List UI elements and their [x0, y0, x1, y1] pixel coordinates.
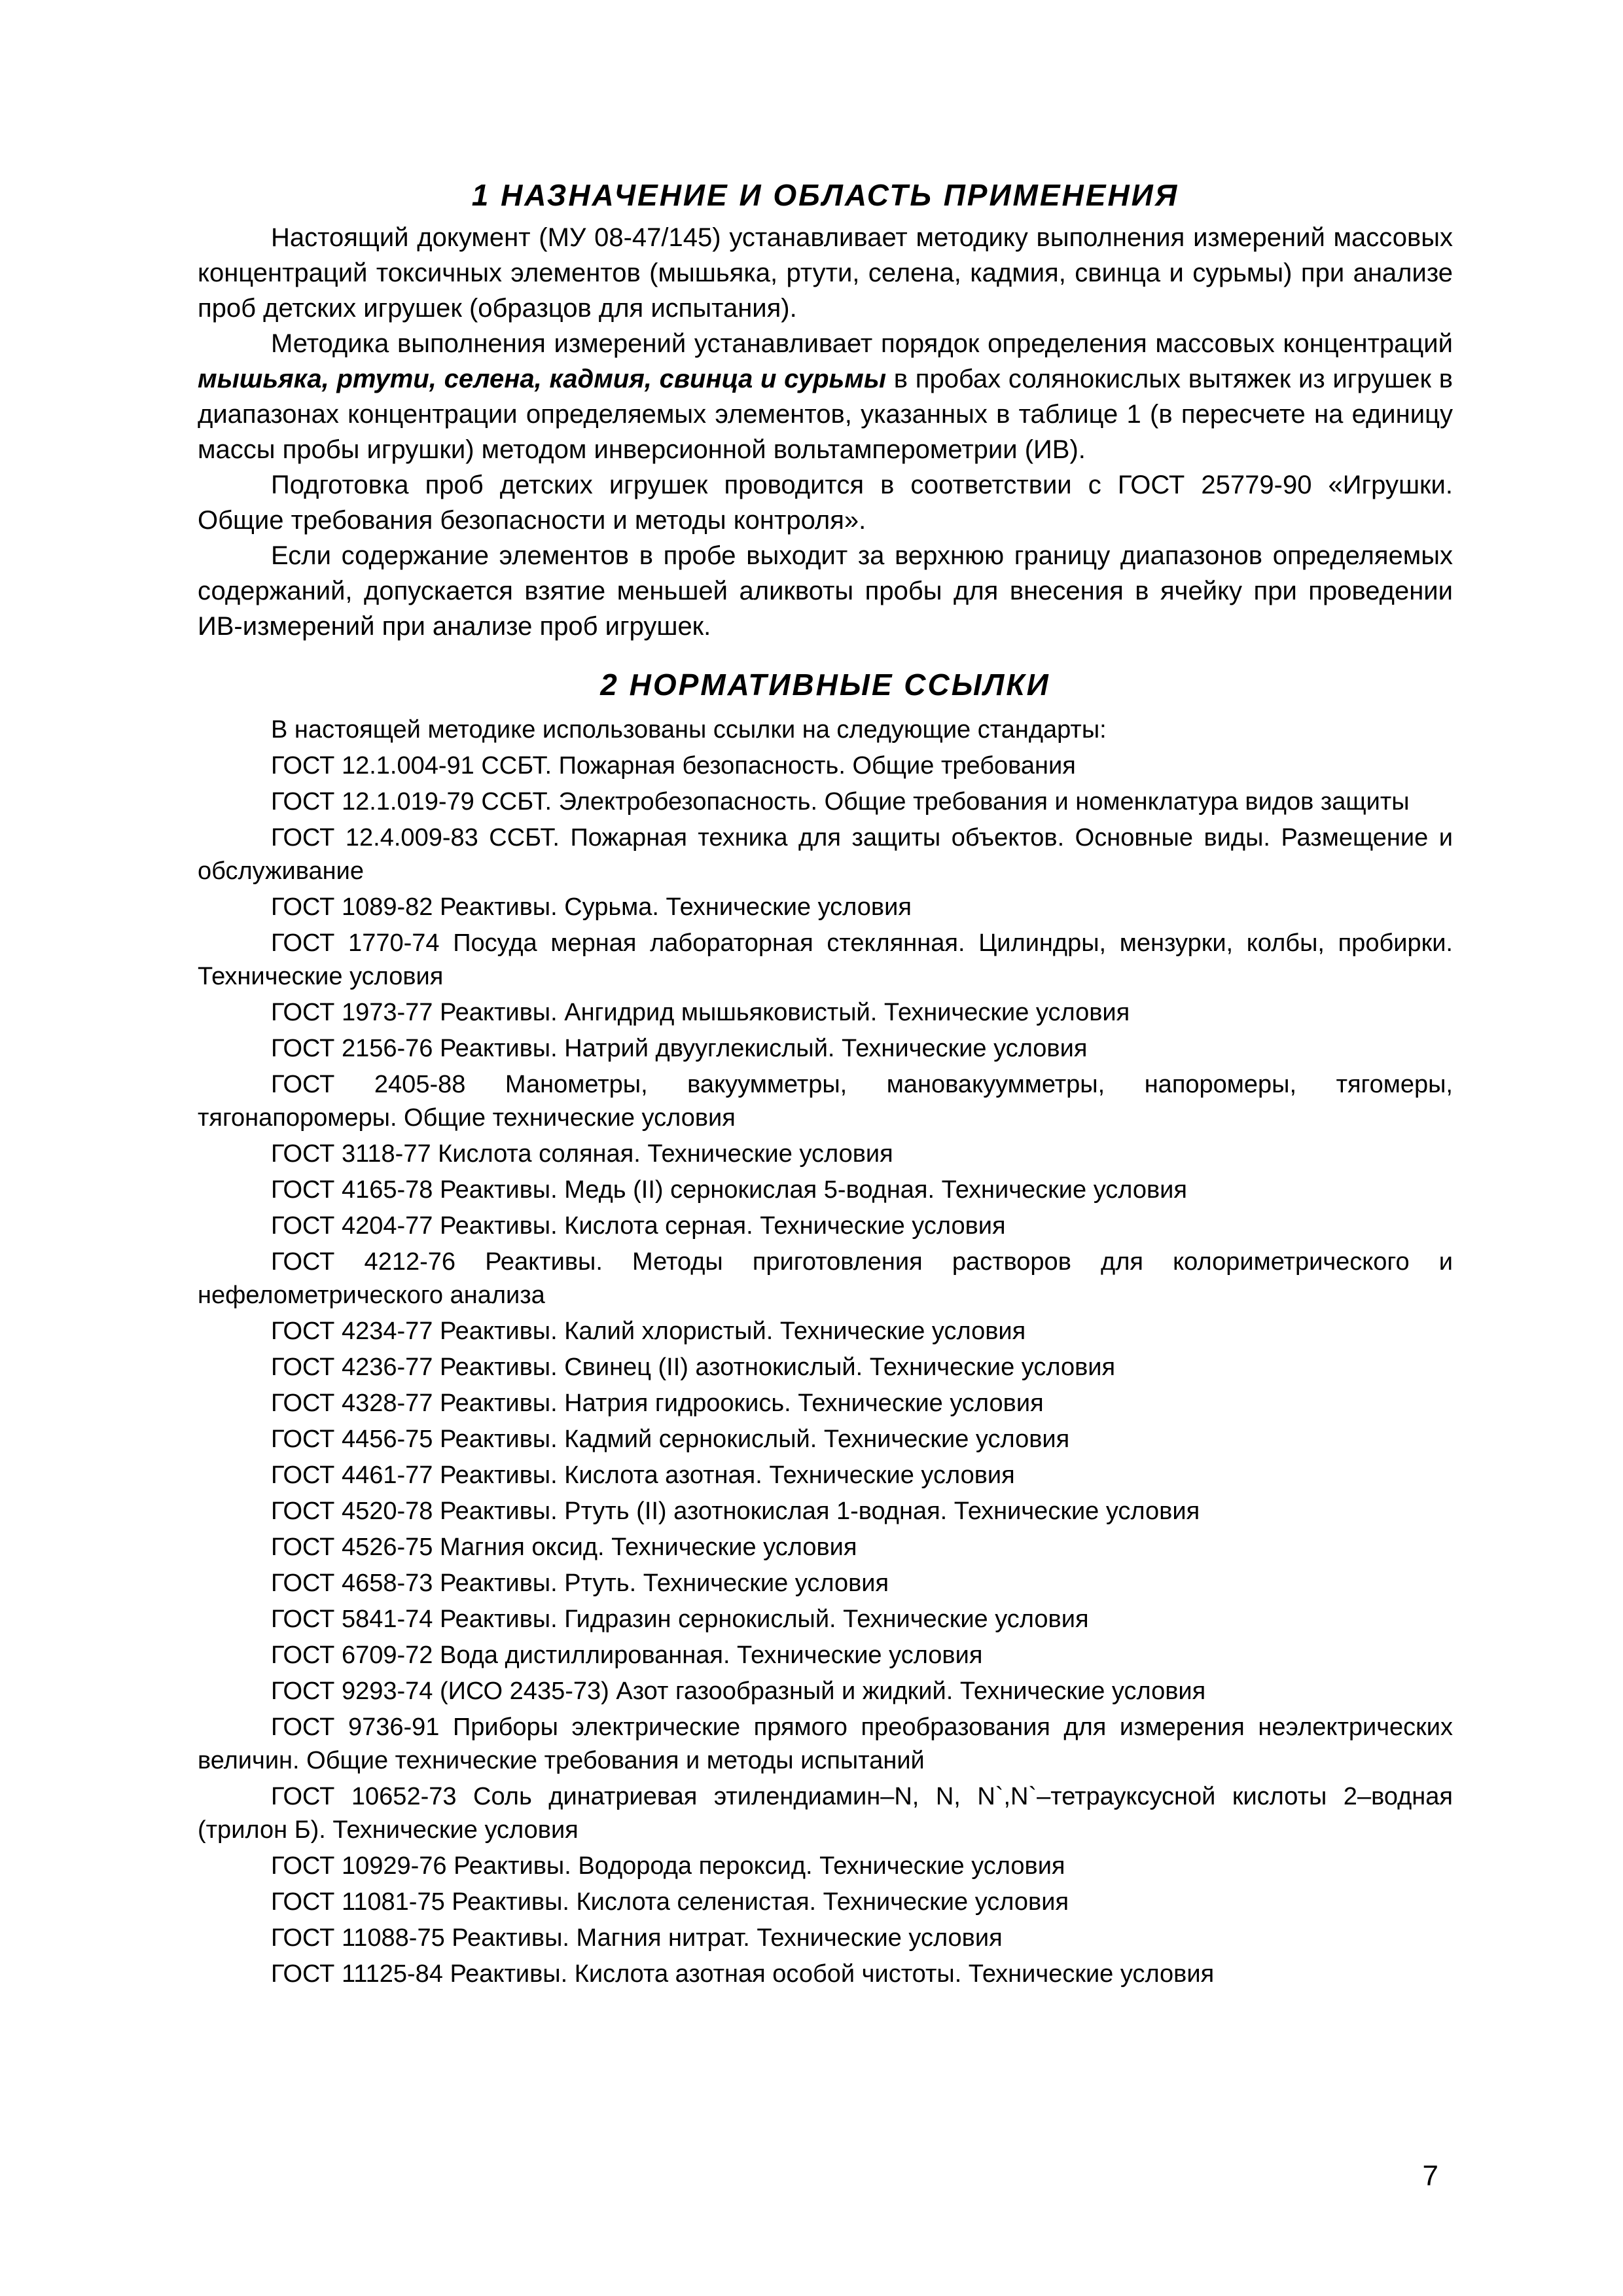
references-intro: В настоящей методике использованы ссылки на следующие стандарты: — [271, 716, 1107, 744]
reference-code: ГОСТ 12.1.004-91 — [271, 752, 474, 780]
section-1-paragraph-4: Если содержание элементов в пробе выходит за верхнюю границу диапазонов определяемых содержаний, допускается взятие меньшей аликвоты пробы для внесения в ячейку при проведении ИВ-измерений при анализе проб игрушек. — [198, 541, 1453, 641]
reference-item — [198, 1032, 1453, 1066]
reference-item — [198, 821, 1453, 888]
reference-item — [198, 1711, 1453, 1778]
reference-code: ГОСТ 4658-73 — [271, 1570, 433, 1597]
reference-item — [198, 1850, 1453, 1883]
reference-item — [198, 1138, 1453, 1171]
reference-code: ГОСТ 10929-76 — [271, 1852, 447, 1880]
reference-item — [198, 1639, 1453, 1672]
paragraph-2-end: в пробах солянокислых вытяжек из игрушек в диапазонах концентрации определяемых элементов, указанных в таблице 1 (в пересчете на единицу массы пробы игрушки) методом инверсионной вольтамперометрии (ИВ). — [198, 365, 1453, 464]
reference-item — [198, 1210, 1453, 1243]
references-list — [198, 749, 1453, 1991]
reference-code: ГОСТ 1973-77 — [271, 999, 433, 1026]
reference-item — [198, 1068, 1453, 1135]
reference-title: Реактивы. Методы приготовления растворов для колориметрического и нефелометрического анализа — [198, 1248, 1453, 1309]
reference-title: (ИСО 2435-73) Азот газообразный и жидкий. Технические условия — [439, 1677, 1206, 1705]
reference-title: Реактивы. Гидразин сернокислый. Технические условия — [439, 1605, 1089, 1633]
section-1-paragraph-3: Подготовка проб детских игрушек проводится в соответствии с ГОСТ 25779-90 «Игрушки. Общие требования безопасности и методы контроля». — [198, 471, 1453, 535]
reference-title: ССБТ. Пожарная безопасность. Общие требования — [481, 752, 1076, 780]
reference-code: ГОСТ 4461-77 — [271, 1462, 433, 1489]
reference-code: ГОСТ 9293-74 — [271, 1677, 433, 1705]
reference-item — [198, 1886, 1453, 1919]
reference-code: ГОСТ 11125-84 — [271, 1960, 443, 1988]
reference-item — [198, 1958, 1453, 1991]
reference-item — [198, 1780, 1453, 1847]
reference-item — [198, 1315, 1453, 1348]
reference-title: Реактивы. Натрий двууглекислый. Технические условия — [439, 1035, 1088, 1062]
reference-code: ГОСТ 4526-75 — [271, 1534, 433, 1561]
section-2-heading: 2 НОРМАТИВНЫЕ ССЫЛКИ — [600, 668, 1050, 702]
reference-title: ССБТ. Электробезопасность. Общие требования и номенклатура видов защиты — [481, 788, 1410, 816]
reference-code: ГОСТ 4204-77 — [271, 1212, 433, 1240]
reference-item — [198, 1174, 1453, 1207]
reference-code: ГОСТ 5841-74 — [271, 1605, 433, 1633]
reference-title: Реактивы. Свинец (II) азотнокислый. Технические условия — [439, 1354, 1116, 1381]
reference-title: Реактивы. Медь (II) сернокислая 5-водная. Технические условия — [439, 1176, 1187, 1204]
reference-title: Реактивы. Кислота селенистая. Технические условия — [452, 1888, 1069, 1916]
reference-item — [198, 927, 1453, 994]
reference-code: ГОСТ 10652-73 — [271, 1783, 457, 1810]
reference-item — [198, 1531, 1453, 1564]
reference-title: Вода дистиллированная. Технические условия — [439, 1641, 983, 1669]
reference-code: ГОСТ 4328-77 — [271, 1390, 433, 1417]
reference-title: Реактивы. Магния нитрат. Технические условия — [452, 1924, 1003, 1952]
reference-code: ГОСТ 4236-77 — [271, 1354, 433, 1381]
reference-title: Магния оксид. Технические условия — [439, 1534, 857, 1561]
reference-title: Реактивы. Кислота серная. Технические условия — [439, 1212, 1006, 1240]
reference-title: Реактивы. Кадмий сернокислый. Технические условия — [439, 1426, 1070, 1453]
reference-code: ГОСТ 6709-72 — [271, 1641, 433, 1669]
reference-code: ГОСТ 12.1.019-79 — [271, 788, 474, 816]
reference-item — [198, 749, 1453, 783]
reference-item — [198, 1603, 1453, 1636]
reference-item — [198, 1351, 1453, 1384]
reference-code: ГОСТ 11081-75 — [271, 1888, 445, 1916]
reference-title: Реактивы. Натрия гидроокись. Технические условия — [439, 1390, 1044, 1417]
reference-item — [198, 1246, 1453, 1312]
reference-item — [198, 1459, 1453, 1492]
reference-code: ГОСТ 1770-74 — [271, 929, 440, 957]
reference-code: ГОСТ 4165-78 — [271, 1176, 433, 1204]
reference-title: Реактивы. Водорода пероксид. Технические условия — [454, 1852, 1065, 1880]
reference-code: ГОСТ 4212-76 — [271, 1248, 456, 1276]
page-number: 7 — [1422, 2160, 1438, 2192]
reference-title: Реактивы. Кислота азотная. Технические условия — [439, 1462, 1015, 1489]
reference-code: ГОСТ 1089-82 — [271, 893, 433, 921]
reference-code: ГОСТ 2405-88 — [271, 1071, 466, 1098]
reference-item — [198, 891, 1453, 924]
reference-title: Реактивы. Сурьма. Технические условия — [439, 893, 912, 921]
reference-item — [198, 1922, 1453, 1955]
reference-title: Реактивы. Кислота азотная особой чистоты. Технические условия — [450, 1960, 1215, 1988]
reference-item — [198, 1423, 1453, 1456]
reference-title: Кислота соляная. Технические условия — [438, 1140, 893, 1168]
reference-code: ГОСТ 9736-91 — [271, 1713, 440, 1741]
section-1-paragraph-1: Настоящий документ (МУ 08-47/145) устанавливает методику выполнения измерений массовых концентраций токсичных элементов (мышьяка, ртути, селена, кадмия, свинца и сурьмы) при анализе проб детских игрушек (образцов для испытания). — [198, 223, 1453, 323]
reference-title: Реактивы. Ангидрид мышьяковистый. Технические условия — [439, 999, 1130, 1026]
section-1-heading: 1 НАЗНАЧЕНИЕ И ОБЛАСТЬ ПРИМЕНЕНИЯ — [471, 178, 1179, 212]
reference-code: ГОСТ 4234-77 — [271, 1318, 433, 1345]
reference-item — [198, 1495, 1453, 1528]
reference-item — [198, 1675, 1453, 1708]
paragraph-2-start: Методика выполнения измерений устанавливает порядок определения массовых концентраций — [271, 329, 1453, 358]
reference-title: Приборы электрические прямого преобразования для измерения неэлектрических величин. Общие технические требования и методы испытаний — [198, 1713, 1453, 1774]
reference-code: ГОСТ 2156-76 — [271, 1035, 433, 1062]
section-1-paragraph-2 — [198, 326, 1453, 467]
reference-title: Реактивы. Калий хлористый. Технические условия — [439, 1318, 1026, 1345]
reference-code: ГОСТ 11088-75 — [271, 1924, 445, 1952]
reference-item — [198, 996, 1453, 1030]
reference-title: Манометры, вакуумметры, мановакуумметры, напоромеры, тягомеры, тягонапоромеры. Общие технические условия — [198, 1071, 1453, 1132]
reference-title: Соль динатриевая этилендиамин–N, N, N`,N`–тетрауксусной кислоты 2–водная (трилон Б). Технические условия — [198, 1783, 1454, 1844]
reference-item — [198, 1567, 1453, 1600]
page-content — [198, 177, 1453, 1994]
reference-item — [198, 785, 1453, 819]
reference-code: ГОСТ 4520-78 — [271, 1498, 433, 1525]
elements-emphasis: мышьяка, ртути, селена, кадмия, свинца и сурьмы — [198, 365, 887, 393]
reference-title: Реактивы. Ртуть. Технические условия — [439, 1570, 889, 1597]
reference-item — [198, 1387, 1453, 1420]
reference-title: Реактивы. Ртуть (II) азотнокислая 1-водная. Технические условия — [439, 1498, 1200, 1525]
reference-code: ГОСТ 3118-77 — [271, 1140, 431, 1168]
reference-title: Посуда мерная лабораторная стеклянная. Цилиндры, мензурки, колбы, пробирки. Технические условия — [198, 929, 1453, 990]
reference-title: ССБТ. Пожарная техника для защиты объектов. Основные виды. Размещение и обслуживание — [198, 824, 1454, 885]
reference-code: ГОСТ 4456-75 — [271, 1426, 433, 1453]
reference-code: ГОСТ 12.4.009-83 — [271, 824, 478, 852]
